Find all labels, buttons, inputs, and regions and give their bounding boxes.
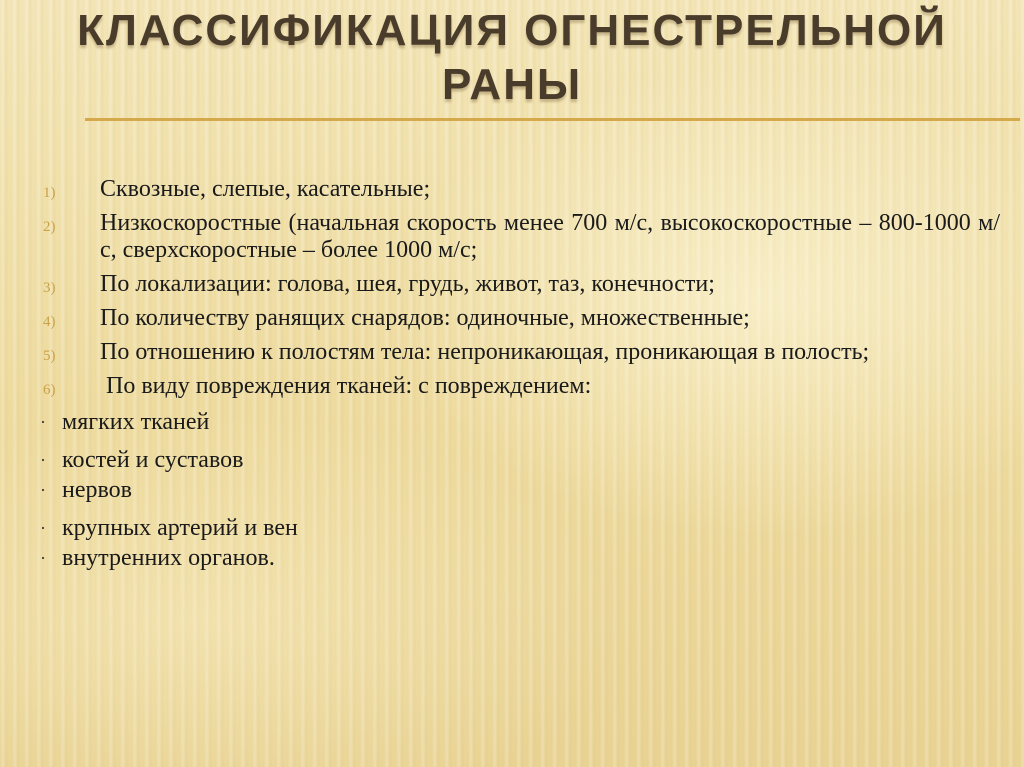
bullet-item	[40, 445, 1000, 475]
bullet-text: крупных артерий и вен	[62, 515, 298, 541]
numbered-list	[40, 176, 1000, 400]
bullet-dot-icon: ·	[40, 518, 46, 538]
bullet-dot-icon: ·	[40, 480, 46, 500]
bullet-text: мягких тканей	[62, 409, 210, 435]
item-number: 1)	[43, 185, 56, 201]
slide-title: КЛАССИФИКАЦИЯ ОГНЕСТРЕЛЬНОЙ РАНЫ	[77, 6, 947, 109]
item-text: По количеству ранящих снарядов: одиночные, множественные;	[100, 305, 750, 331]
bullet-text: нервов	[62, 477, 132, 503]
bullet-item	[40, 475, 1000, 505]
item-text: По виду повреждения тканей: с повреждением:	[106, 373, 592, 399]
item-text: Низкоскоростные (начальная скорость менее 700 м/с, высокоскоростные – 800-1000 м/с, сверхскоростные – более 1000 м/с;	[100, 210, 1000, 263]
slide-content	[40, 176, 1000, 573]
item-text: По отношению к полостям тела: непроникающая, проникающая в полость;	[100, 339, 870, 365]
item-number: 6)	[43, 382, 56, 398]
bullet-item	[40, 407, 1000, 437]
list-item	[40, 373, 1000, 400]
list-item	[40, 176, 1000, 203]
list-item	[40, 271, 1000, 298]
item-number: 3)	[43, 280, 56, 296]
list-item	[40, 210, 1000, 264]
item-number: 2)	[43, 219, 56, 235]
title-underline	[85, 118, 1020, 121]
bullet-text: внутренних органов.	[62, 545, 275, 571]
bullet-item	[40, 513, 1000, 543]
list-item	[40, 305, 1000, 332]
item-number: 5)	[43, 348, 56, 364]
item-text: По локализации: голова, шея, грудь, живот, таз, конечности;	[100, 271, 715, 297]
item-text: Сквозные, слепые, касательные;	[100, 176, 431, 202]
list-item	[40, 339, 1000, 366]
bullet-dot-icon: ·	[40, 548, 46, 568]
item-number: 4)	[43, 314, 56, 330]
bullet-item	[40, 543, 1000, 573]
bullet-dot-icon: ·	[40, 412, 46, 432]
bullet-text: костей и суставов	[62, 447, 244, 473]
sub-bullet-list	[40, 407, 1000, 573]
bullet-dot-icon: ·	[40, 450, 46, 470]
